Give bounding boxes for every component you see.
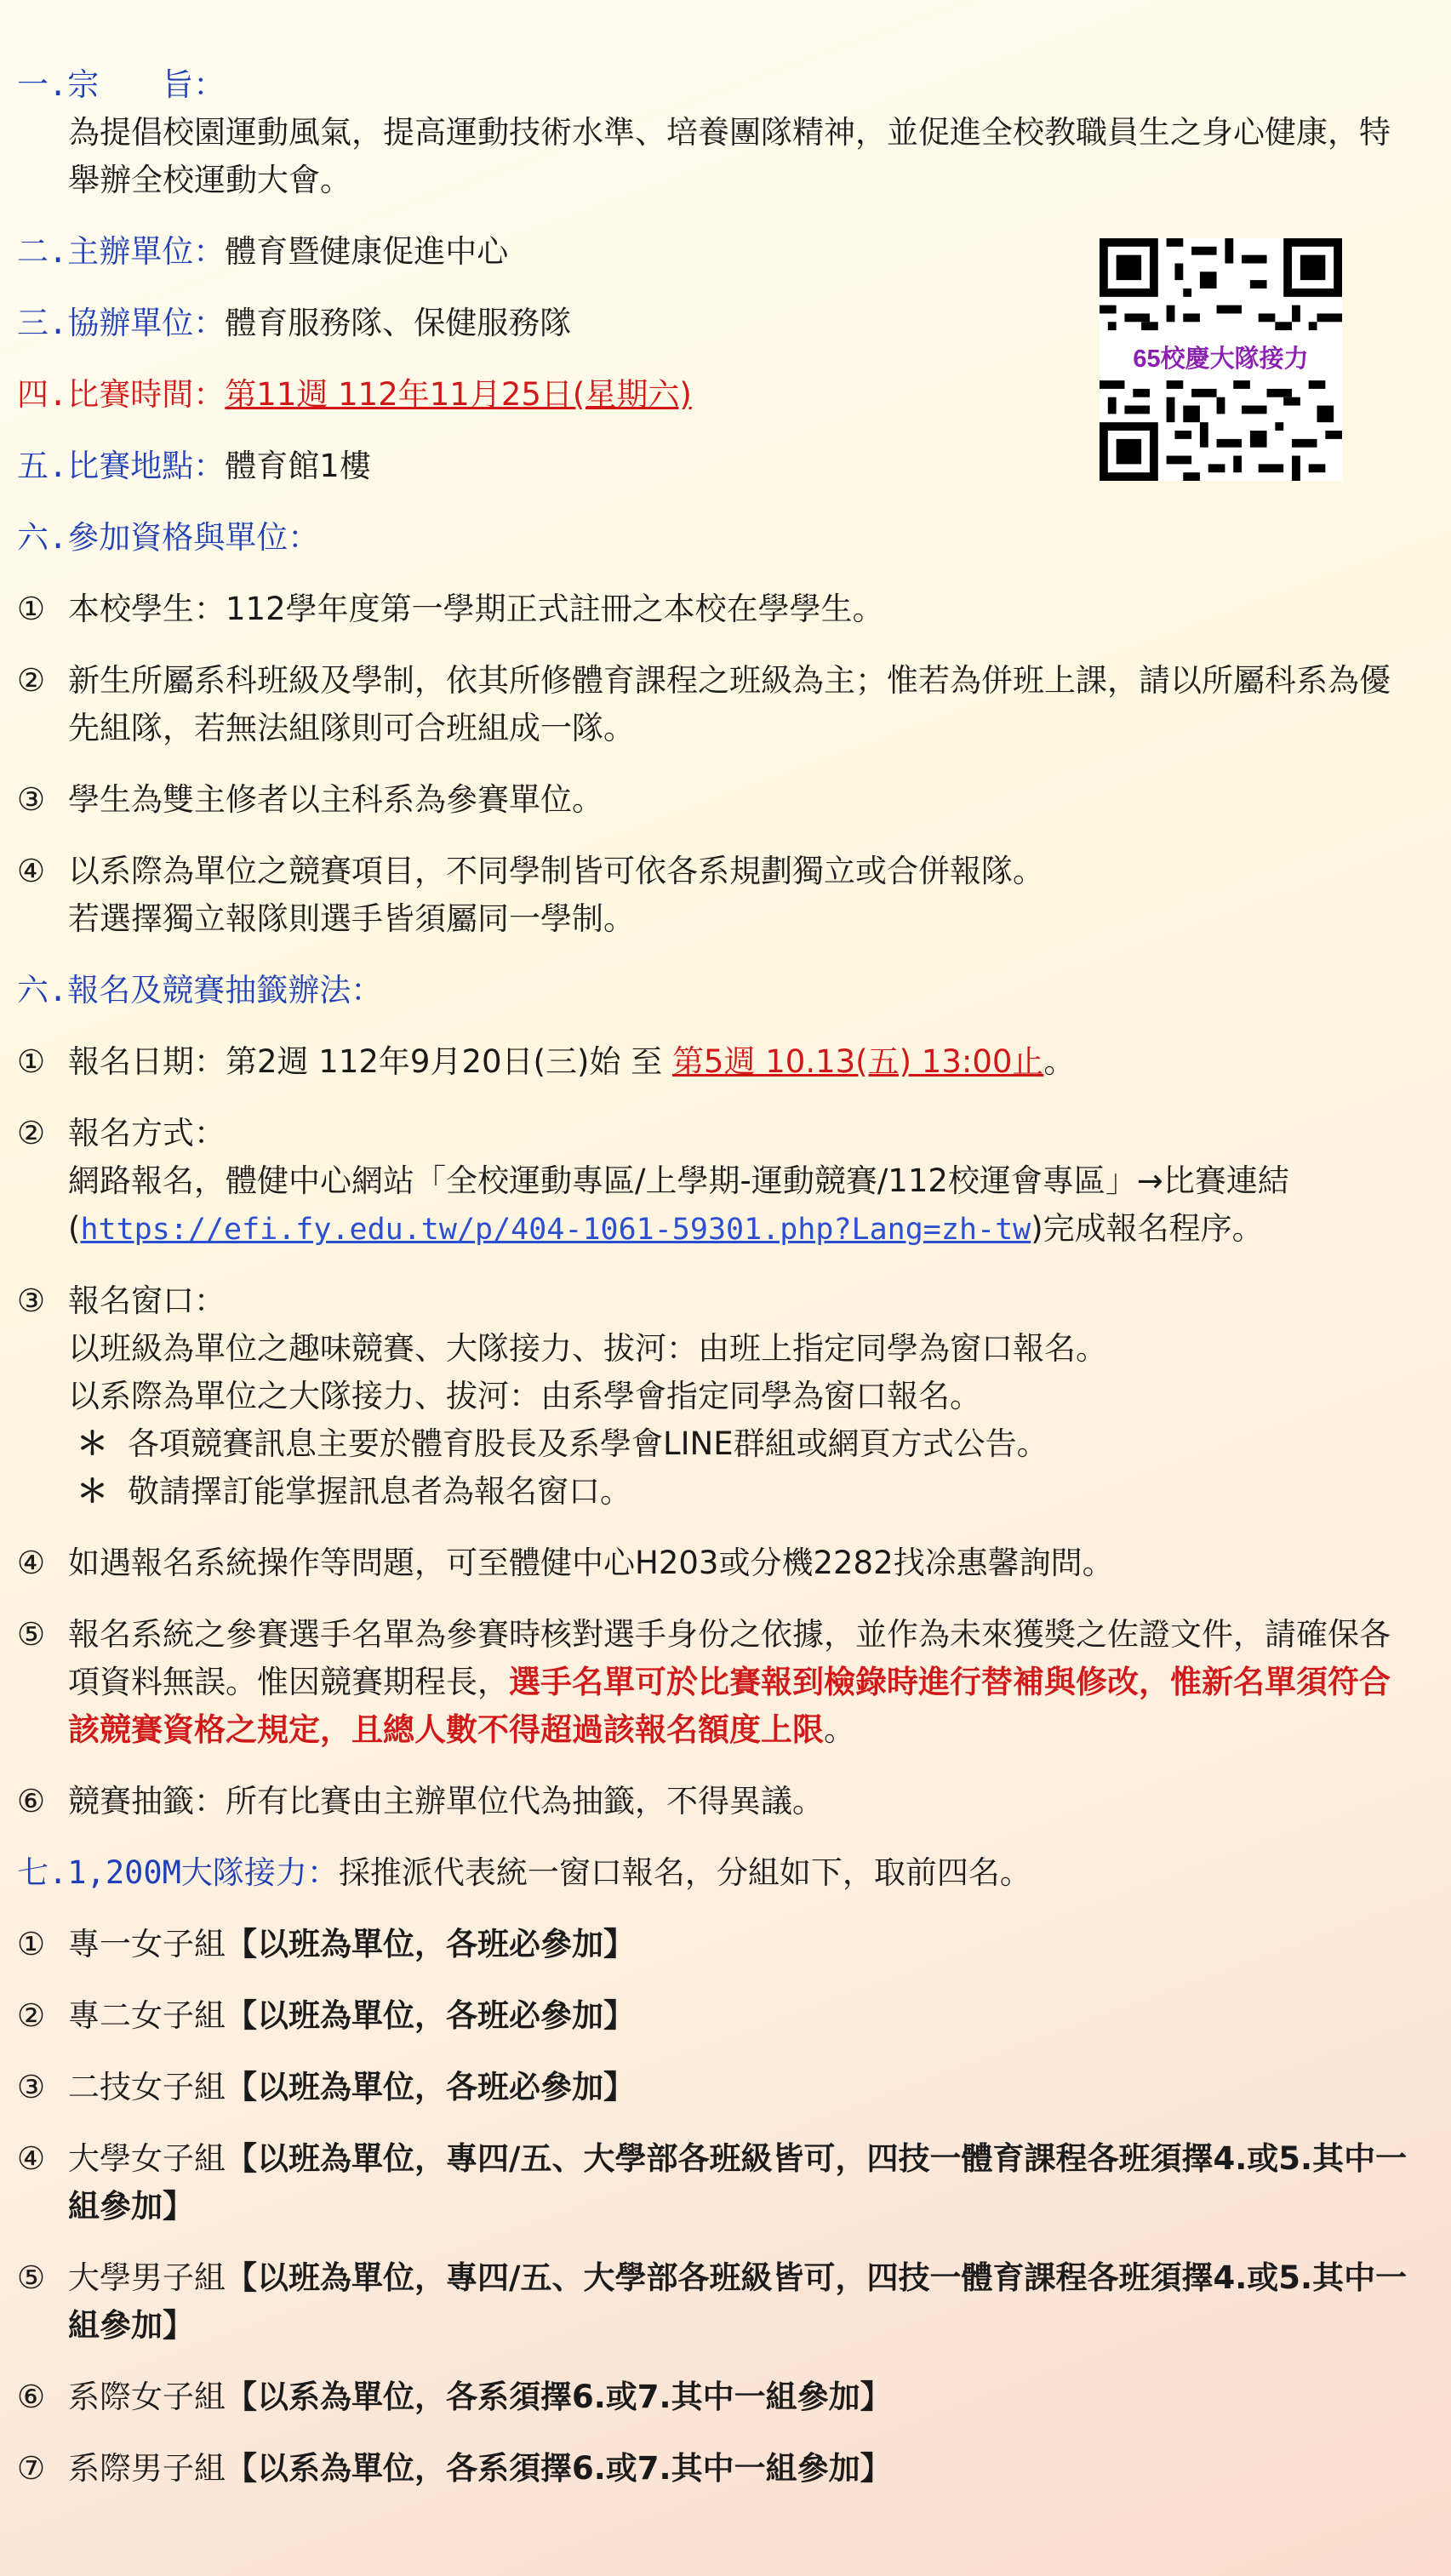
registration-method-item xyxy=(17,1110,1413,1254)
relay-group-name: 二技女子組 xyxy=(68,2069,226,2105)
relay-group-note: 【以系為單位，各系須擇6.或7.其中一組參加】 xyxy=(226,2450,892,2487)
registration-roster-end: 。 xyxy=(824,1711,855,1748)
relay-group-name: 專二女子組 xyxy=(68,1997,226,2034)
venue-row xyxy=(17,443,1413,490)
purpose-heading: 一.宗 旨： xyxy=(17,66,226,103)
item-number: ⑦ xyxy=(17,2450,46,2487)
list-item xyxy=(17,848,1413,943)
item-number: ⑤ xyxy=(17,1616,46,1653)
co-organizer-text: 體育服務隊、保健服務隊 xyxy=(225,305,572,341)
item-number: ② xyxy=(17,662,46,699)
registration-date-item xyxy=(17,1038,1413,1086)
eligibility-heading-text: 六.參加資格與單位： xyxy=(17,519,320,556)
item-number: ③ xyxy=(17,1282,46,1319)
relay-group-note: 【以班為單位，各班必參加】 xyxy=(226,1997,635,2034)
co-organizer-heading: 三.協辦單位： xyxy=(17,305,226,341)
registration-window-line1: 以班級為單位之趣味競賽、大隊接力、拔河：由班上指定同學為窗口報名。 xyxy=(68,1330,1107,1367)
relay-group-note: 【以班為單位，專四/五、大學部各班級皆可，四技一體育課程各班須擇4.或5.其中一組參加】 xyxy=(68,2140,1408,2225)
relay-group-item xyxy=(17,2445,1413,2493)
relay-group-item xyxy=(17,1921,1413,1968)
relay-group-item xyxy=(17,2254,1413,2350)
note1-text: 各項競賽訊息主要於體育股長及系學會LINE群組或網頁方式公告。 xyxy=(128,1425,1048,1462)
relay-heading: 七.1,200M大隊接力： xyxy=(17,1854,339,1891)
relay-group-note: 【以系為單位，各系須擇6.或7.其中一組參加】 xyxy=(226,2379,892,2415)
item-text: 新生所屬系科班級及學制，依其所修體育課程之班級為主；惟若為併班上課，請以所屬科系為優先組隊，若無法組隊則可合班組成一隊。 xyxy=(68,662,1391,746)
item-number: ③ xyxy=(17,781,46,818)
registration-window-item xyxy=(17,1277,1413,1516)
relay-group-note: 【以班為單位，各班必參加】 xyxy=(226,1926,635,1962)
relay-group-name: 大學女子組 xyxy=(68,2140,226,2177)
date-text: 第11週 112年11月25日(星期六) xyxy=(225,376,692,413)
registration-note2 xyxy=(68,1468,1413,1516)
relay-group-item xyxy=(17,2135,1413,2230)
registration-window-line2: 以系際為單位之大隊接力、拔河：由系學會指定同學為窗口報名。 xyxy=(68,1378,981,1414)
eligibility-heading xyxy=(17,514,1413,562)
registration-method-text: 網路報名，體健中心網站「全校運動專區/上學期-運動競賽/112校運會專區」→比賽連結( xyxy=(68,1162,1289,1247)
item-number: ⑥ xyxy=(17,1783,46,1819)
organizer-heading: 二.主辦單位： xyxy=(17,233,226,270)
relay-text: 採推派代表統一窗口報名，分組如下，取前四名。 xyxy=(338,1854,1031,1891)
organizer-text: 體育暨健康促進中心 xyxy=(225,233,509,270)
registration-deadline: 第5週 10.13(五) 13:00止 xyxy=(671,1043,1044,1080)
relay-group-name: 大學男子組 xyxy=(68,2259,226,2296)
registration-heading xyxy=(17,967,1413,1014)
item-number: ⑤ xyxy=(17,2259,46,2296)
item-number: ① xyxy=(17,591,46,627)
note2-text: 敬請擇訂能掌握訊息者為報名窗口。 xyxy=(128,1473,631,1510)
asterisk-icon: ＊ xyxy=(77,1425,108,1462)
list-item xyxy=(17,776,1413,824)
registration-contact-text: 如遇報名系統操作等問題，可至體健中心H203或分機2282找凃惠馨詢問。 xyxy=(68,1545,1114,1581)
registration-note1 xyxy=(68,1420,1413,1468)
item-number: ④ xyxy=(17,853,46,889)
item-number: ② xyxy=(17,1997,46,2034)
venue-text: 體育館1樓 xyxy=(225,448,371,484)
item-number: ① xyxy=(17,1043,46,1080)
date-row xyxy=(17,371,1413,419)
item-number: ① xyxy=(17,1926,46,1962)
registration-heading-text: 六.報名及競賽抽籤辦法： xyxy=(17,972,383,1008)
registration-date-end: 。 xyxy=(1043,1043,1076,1080)
item-text-line2: 若選擇獨立報隊則選手皆須屬同一學制。 xyxy=(68,900,635,937)
registration-method-end: )完成報名程序。 xyxy=(1031,1210,1264,1247)
registration-method-title: 報名方式： xyxy=(68,1115,226,1151)
item-number: ④ xyxy=(17,1545,46,1581)
item-number: ② xyxy=(17,1115,46,1151)
venue-heading: 五.比賽地點： xyxy=(17,448,226,484)
asterisk-icon: ＊ xyxy=(77,1473,108,1510)
registration-window-title: 報名窗口： xyxy=(68,1282,226,1319)
date-heading: 四.比賽時間： xyxy=(17,376,226,413)
list-item xyxy=(17,657,1413,752)
item-number: ④ xyxy=(17,2140,46,2177)
item-text: 本校學生：112學年度第一學期正式註冊之本校在學學生。 xyxy=(68,591,884,627)
registration-roster-item xyxy=(17,1611,1413,1754)
item-text: 以系際為單位之競賽項目，不同學制皆可依各系規劃獨立或合併報隊。 xyxy=(68,853,1044,889)
item-text: 學生為雙主修者以主科系為參賽單位。 xyxy=(68,781,603,818)
registration-roster-warning: 選手名單可於比賽報到檢錄時進行替補與修改，惟新名單須符合該競賽資格之規定，且總人數不得超過該報名額度上限 xyxy=(68,1664,1391,1748)
relay-group-item xyxy=(17,1992,1413,2040)
purpose-section xyxy=(17,61,1413,204)
relay-group-name: 系際男子組 xyxy=(68,2450,226,2487)
relay-group-name: 專一女子組 xyxy=(68,1926,226,1962)
document-body xyxy=(17,61,1413,2516)
registration-draw-item xyxy=(17,1778,1413,1825)
registration-roster-text: 報名系統之參賽選手名單為參賽時核對選手身份之依據，並作為未來獲獎之佐證文件，請確保各項資料無誤。惟因競賽期程長， xyxy=(68,1616,1391,1700)
relay-group-item xyxy=(17,2373,1413,2421)
relay-group-item xyxy=(17,2064,1413,2111)
registration-link[interactable]: https://efi.fy.edu.tw/p/404-1061-59301.php?Lang=zh-tw xyxy=(80,1213,1031,1247)
registration-method-body xyxy=(68,1157,1413,1254)
item-number: ③ xyxy=(17,2069,46,2105)
relay-group-note: 【以班為單位，專四/五、大學部各班級皆可，四技一體育課程各班須擇4.或5.其中一組參加】 xyxy=(68,2259,1408,2344)
registration-date-text: 報名日期：第2週 112年9月20日(三)始 至 xyxy=(68,1043,672,1080)
organizer-row xyxy=(17,228,1413,276)
relay-group-note: 【以班為單位，各班必參加】 xyxy=(226,2069,635,2105)
co-organizer-row xyxy=(17,300,1413,347)
list-item xyxy=(17,585,1413,633)
registration-draw-text: 競賽抽籤：所有比賽由主辦單位代為抽籤，不得異議。 xyxy=(68,1783,824,1819)
qr-label: 65校慶大隊接力 xyxy=(1100,340,1342,378)
registration-contact-item xyxy=(17,1539,1413,1587)
relay-heading-row xyxy=(17,1849,1413,1897)
item-number: ⑥ xyxy=(17,2379,46,2415)
relay-group-name: 系際女子組 xyxy=(68,2379,226,2415)
purpose-text: 為提倡校園運動風氣，提高運動技術水準、培養團隊精神，並促進全校教職員生之身心健康，特舉辦全校運動大會。 xyxy=(68,114,1391,198)
